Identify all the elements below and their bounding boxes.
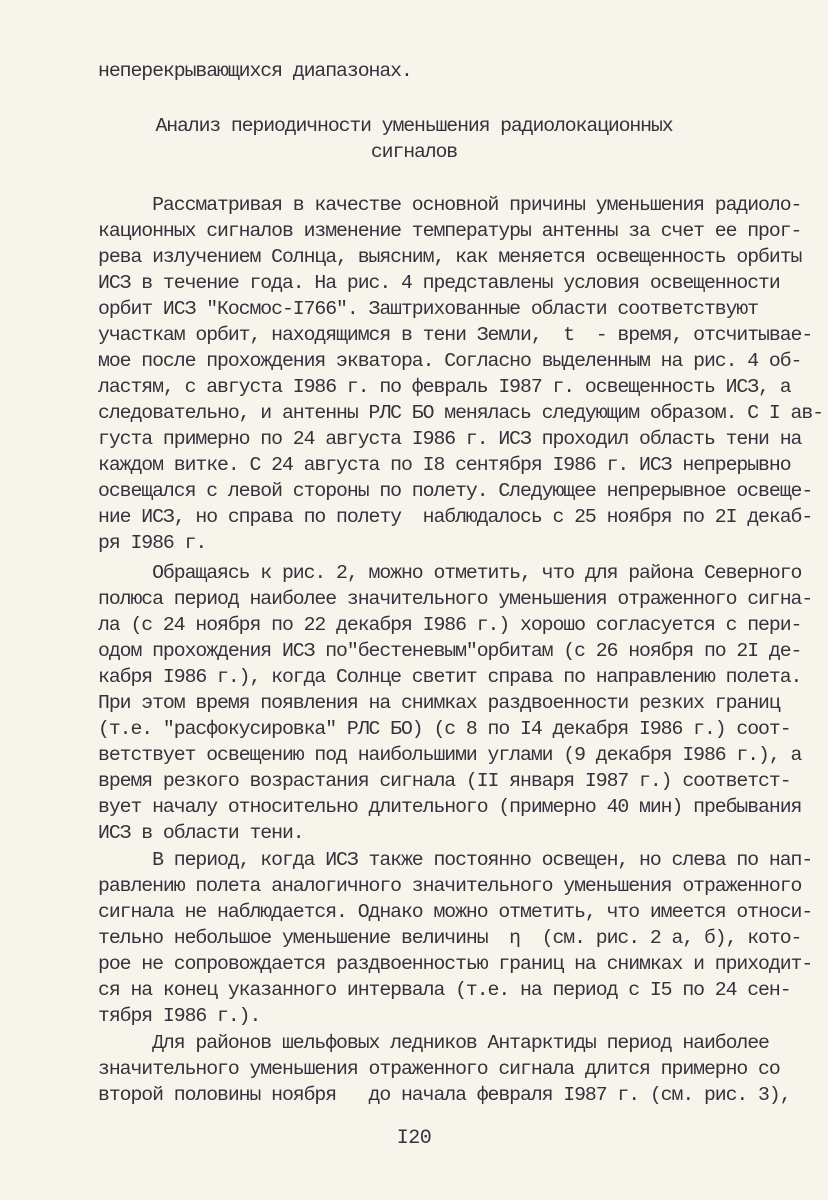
text-line: рое не сопровождается раздвоенностью границ на снимках и приходит- [98, 953, 813, 975]
text-line: мое после прохождения экватора. Согласно выделенным на рис. 4 об- [98, 350, 802, 372]
text-line: каждом витке. С 24 августа по I8 сентября I986 г. ИСЗ непрерывно [98, 454, 791, 476]
text-line: ние ИСЗ, но справа по полету наблюдалось с 25 ноября по 2I декаб- [98, 506, 813, 528]
text-line: Рассматривая в качестве основной причины уменьшения радиоло- [98, 194, 802, 216]
text-line: сигнала не наблюдается. Однако можно отметить, что имеется относи- [98, 901, 813, 923]
text-line: густа примерно по 24 августа I986 г. ИСЗ проходил область тени на [98, 428, 802, 450]
top-line: неперекрывающихся диапазонах. [98, 60, 412, 82]
text-line: значительного уменьшения отраженного сигнала длится примерно со [98, 1058, 780, 1080]
text-line: рева излучением Солнца, выясним, как меняется освещенность орбиты [98, 246, 802, 268]
text-line: кабря I986 г.), когда Солнце светит справа по направлению полета. [98, 666, 802, 688]
text-line: время резкого возрастания сигнала (II января I987 г.) соответст- [98, 770, 791, 792]
text-line: орбит ИСЗ "Космос-I766". Заштрихованные области соответствуют [98, 298, 759, 320]
text-line: ветствует освещению под наибольшими углами (9 декабря I986 г.), а [98, 744, 802, 766]
text-line: тельно небольшое уменьшение величины η (см. рис. 2 а, б), кото- [98, 927, 802, 949]
text-line: ластям, с августа I986 г. по февраль I987 г. освещенность ИСЗ, а [98, 376, 791, 398]
text-line: В период, когда ИСЗ также постоянно освещен, но слева по нап- [98, 849, 813, 871]
text-line: полюса период наиболее значительного уменьшения отраженного сигна- [98, 588, 813, 610]
text-line: (т.е. "расфокусировка" РЛС БО) (с 8 по I4 декабря I986 г.) соот- [98, 718, 791, 740]
text-line: Обращаясь к рис. 2, можно отметить, что для района Северного [98, 562, 802, 584]
text-line: участкам орбит, находящимся в тени Земли, t - время, отсчитывае- [98, 324, 813, 346]
text-line: кационных сигналов изменение температуры антенны за счет ее прог- [98, 220, 802, 242]
text-line: одом прохождения ИСЗ по"бестеневым"орбитам (с 26 ноября по 2I де- [98, 640, 802, 662]
text-line: следовательно, и антенны РЛС БО менялась следующим образом. С I ав- [98, 402, 823, 424]
page-number: I20 [396, 1127, 432, 1150]
text-line: второй половины ноября до начала февраля I987 г. (см. рис. 3), [98, 1084, 791, 1106]
text-line: равлению полета аналогичного значительного уменьшения отраженного [98, 875, 802, 897]
text-line: Для районов шельфовых ледников Антарктиды период наиболее [98, 1032, 769, 1054]
text-line: ря I986 г. [98, 532, 207, 554]
text-line: тября I986 г.). [98, 1005, 261, 1027]
text-line: ся на конец указанного интервала (т.е. на период с I5 по 24 сен- [98, 979, 791, 1001]
text-line: освещался с левой стороны по полету. Следующее непрерывное освеще- [98, 480, 813, 502]
text-line: вует началу относительно длительного (примерно 40 мин) пребывания [98, 796, 802, 818]
text-line: ла (с 24 ноября по 22 декабря I986 г.) хорошо согласуется с пери- [98, 614, 802, 636]
text-line: При этом время появления на снимках раздвоенности резких границ [98, 692, 780, 714]
section-title-line-1: Анализ периодичности уменьшения радиолокационных [155, 115, 673, 137]
section-title-line-2: сигналов [370, 141, 458, 163]
text-line: ИСЗ в течение года. На рис. 4 представлены условия освещенности [98, 272, 780, 294]
text-line: ИСЗ в области тени. [98, 822, 304, 844]
